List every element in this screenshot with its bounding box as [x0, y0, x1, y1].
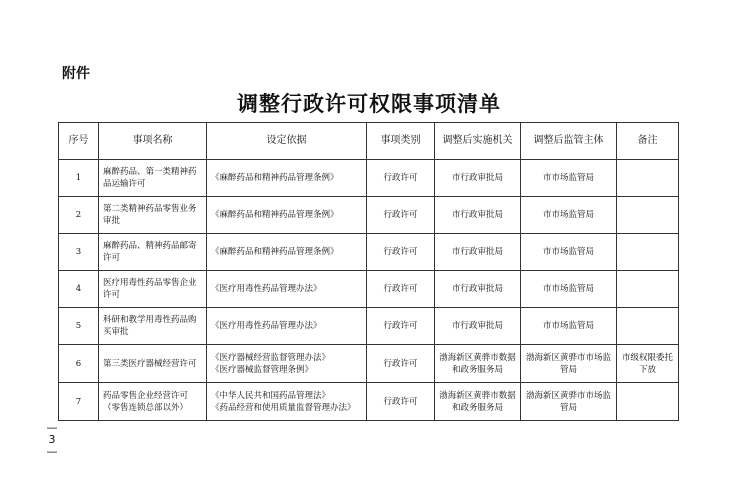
cell-category: 行政许可	[367, 160, 435, 197]
permission-table	[58, 122, 679, 421]
cell-name: 医疗用毒性药品零售企业许可	[99, 271, 207, 308]
table-row	[59, 345, 679, 383]
cell-no: 3	[59, 234, 99, 271]
cell-basis: 《麻醉药品和精神药品管理条例》	[207, 160, 367, 197]
attachment-label: 附件	[62, 66, 90, 82]
cell-supervisor: 市市场监管局	[521, 308, 617, 345]
cell-basis: 《麻醉药品和精神药品管理条例》	[207, 197, 367, 234]
header-agency: 调整后实施机关	[435, 123, 521, 160]
cell-category: 行政许可	[367, 197, 435, 234]
cell-supervisor: 市市场监管局	[521, 234, 617, 271]
cell-supervisor: 市市场监管局	[521, 271, 617, 308]
header-supervisor: 调整后监管主体	[521, 123, 617, 160]
cell-no: 6	[59, 345, 99, 383]
table-row	[59, 383, 679, 421]
table-row	[59, 271, 679, 308]
cell-name: 第三类医疗器械经营许可	[99, 345, 207, 383]
cell-remark	[617, 271, 679, 308]
page-number-digit: 3	[48, 433, 56, 446]
cell-remark	[617, 383, 679, 421]
cell-no: 2	[59, 197, 99, 234]
cell-agency: 市行政审批局	[435, 160, 521, 197]
cell-name: 麻醉药品、第一类精神药品运输许可	[99, 160, 207, 197]
cell-basis: 《医疗用毒性药品管理办法》	[207, 308, 367, 345]
header-category: 事项类别	[367, 123, 435, 160]
cell-agency: 市行政审批局	[435, 234, 521, 271]
cell-remark	[617, 234, 679, 271]
cell-category: 行政许可	[367, 308, 435, 345]
cell-basis: 《麻醉药品和精神药品管理条例》	[207, 234, 367, 271]
table-row	[59, 234, 679, 271]
page-number	[46, 422, 58, 458]
cell-name: 科研和教学用毒性药品购买审批	[99, 308, 207, 345]
cell-category: 行政许可	[367, 345, 435, 383]
cell-basis: 《医疗器械经营监督管理办法》 《医疗器械监督管理条例》	[207, 345, 367, 383]
header-name: 事项名称	[99, 123, 207, 160]
cell-supervisor: 渤海新区黄骅市市场监管局	[521, 345, 617, 383]
cell-name: 麻醉药品、精神药品邮寄许可	[99, 234, 207, 271]
table-header-row	[59, 123, 679, 160]
cell-supervisor: 市市场监管局	[521, 197, 617, 234]
page-number-dash-top: —	[46, 421, 58, 434]
cell-supervisor: 渤海新区黄骅市市场监管局	[521, 383, 617, 421]
cell-agency: 市行政审批局	[435, 308, 521, 345]
header-no: 序号	[59, 123, 99, 160]
cell-remark: 市级权限委托下放	[617, 345, 679, 383]
cell-agency: 市行政审批局	[435, 197, 521, 234]
header-remark: 备注	[617, 123, 679, 160]
cell-remark	[617, 197, 679, 234]
cell-name: 药品零售企业经营许可（零售连锁总部以外）	[99, 383, 207, 421]
cell-no: 7	[59, 383, 99, 421]
cell-basis: 《医疗用毒性药品管理办法》	[207, 271, 367, 308]
document-title: 调整行政许可权限事项清单	[237, 92, 501, 116]
table-row	[59, 160, 679, 197]
cell-basis: 《中华人民共和国药品管理法》 《药品经营和使用质量监督管理办法》	[207, 383, 367, 421]
cell-supervisor: 市市场监管局	[521, 160, 617, 197]
cell-agency: 渤海新区黄骅市数据和政务服务局	[435, 383, 521, 421]
table-row	[59, 308, 679, 345]
cell-category: 行政许可	[367, 234, 435, 271]
cell-category: 行政许可	[367, 271, 435, 308]
cell-remark	[617, 160, 679, 197]
header-basis: 设定依据	[207, 123, 367, 160]
cell-agency: 市行政审批局	[435, 271, 521, 308]
cell-category: 行政许可	[367, 383, 435, 421]
cell-no: 4	[59, 271, 99, 308]
cell-no: 5	[59, 308, 99, 345]
cell-remark	[617, 308, 679, 345]
page-number-dash-bottom: —	[46, 445, 58, 458]
cell-name: 第二类精神药品零售业务审批	[99, 197, 207, 234]
table-row	[59, 197, 679, 234]
cell-no: 1	[59, 160, 99, 197]
cell-agency: 渤海新区黄骅市数据和政务服务局	[435, 345, 521, 383]
